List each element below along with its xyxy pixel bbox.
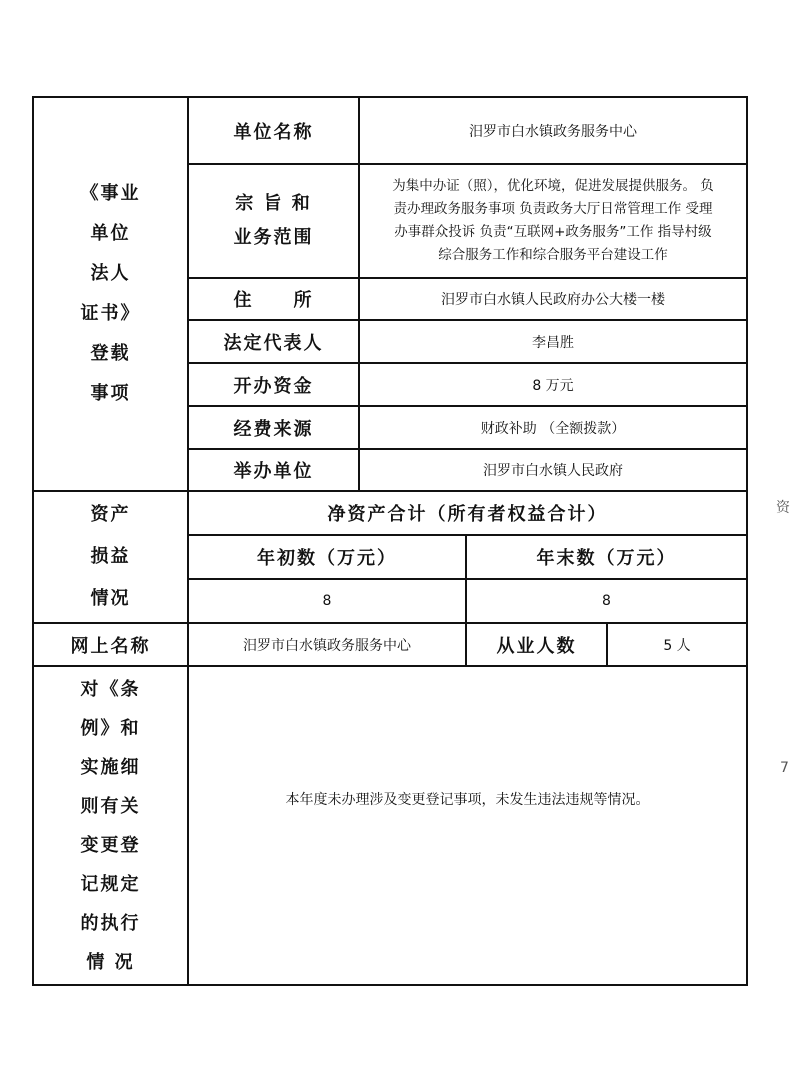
sponsor-label: 举办单位 [233,461,314,482]
end-of-year-value: 8 [602,593,611,609]
address-value: 汨罗市白水镇人民政府办公大楼一楼 [441,292,665,308]
capital-label: 开办资金 [233,375,314,397]
capital-value: 8 万元 [532,377,574,394]
end-of-year-label: 年末数（万元） [536,548,677,569]
funding-source-label: 经费来源 [233,418,314,440]
address-label: 住 所 [233,290,314,311]
edge-mark: 7 [780,760,789,776]
registered-items-title: 《事业 单位 法人 证书》 登载 事项 [80,183,141,404]
start-of-year-label: 年初数（万元） [257,548,397,569]
sponsor-value: 汨罗市白水镇人民政府 [483,463,623,479]
org-name-value: 汨罗市白水镇政务服务中心 [469,123,637,140]
purpose-scope-value: 为集中办证（照），优化环境，促进发展提供服务。 负 责办理政务服务事项 负责政务大厅日常管理工作 受理 办事群众投诉 负责“互联网+政务服务”工作 指导村级 综合服务工作和综合服务平台建设工作 [392,178,714,263]
online-name-label: 网上名称 [70,635,151,657]
net-assets-header: 净资产合计（所有者权益合计） [327,504,608,525]
staff-count-label: 从业人数 [496,635,577,657]
funding-source-value: 财政补助 （全额拨款） [480,420,626,437]
online-name-value: 汨罗市白水镇政务服务中心 [243,637,411,654]
legal-rep-value: 李昌胜 [532,334,574,351]
compliance-value: 本年度未办理涉及变更登记事项，未发生违法违规等情况。 [285,792,650,808]
edge-mark: 资 [776,500,790,516]
org-name-label: 单位名称 [233,121,314,143]
assets-title: 资产 损益 情况 [90,504,131,609]
start-of-year-value: 8 [322,593,332,609]
legal-rep-label: 法定代表人 [223,332,324,354]
compliance-title: 对《条 例》和 实施细 则有关 变更登 记规定 的执行 情 况 [80,678,141,973]
purpose-scope-label: 宗 旨 和 业务范围 [233,193,314,248]
staff-count-value: 5 人 [663,637,691,654]
